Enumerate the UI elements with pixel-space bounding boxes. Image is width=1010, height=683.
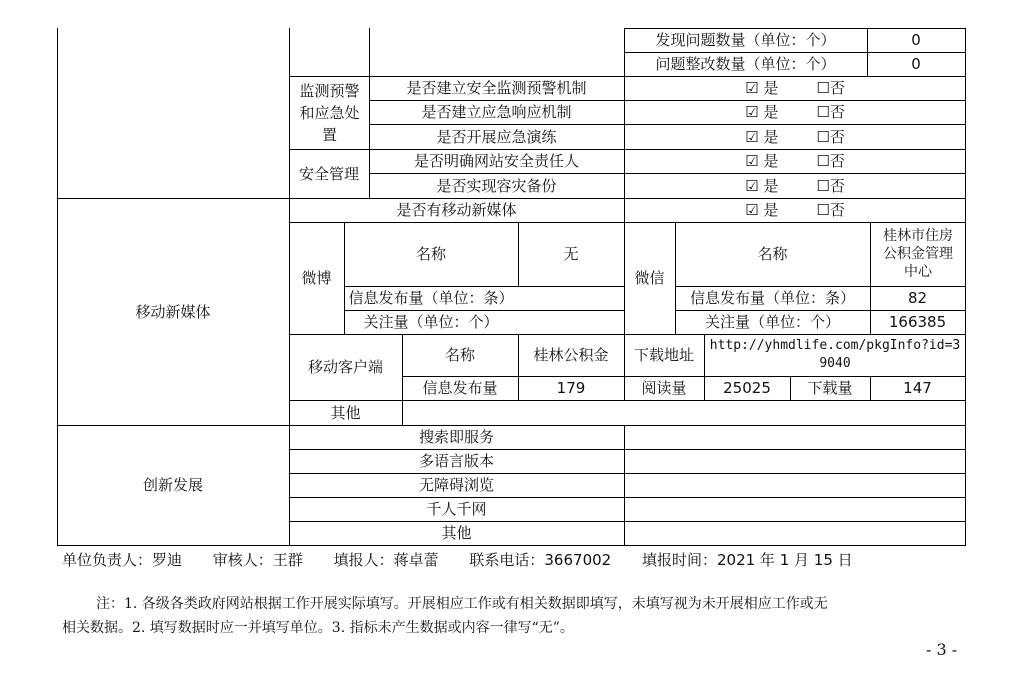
no-unchecked-box[interactable]: ☐否 — [816, 201, 845, 219]
yes-no-choice — [624, 149, 966, 173]
problems-found-value: 0 — [911, 31, 921, 49]
problems-fixed-label: 问题整改数量（单位：个） — [655, 55, 836, 73]
weibo-name-value: 无 — [563, 245, 579, 263]
page-number: - 3 - — [926, 640, 958, 659]
innovation-item-label: 其他 — [441, 524, 472, 542]
contact-phone: 联系电话：3667002 — [469, 551, 612, 569]
innovation-item-label: 无障碍浏览 — [418, 476, 494, 494]
yes-checked-box[interactable]: ☑ 是 — [745, 127, 779, 146]
innovation-item-label: 千人千网 — [426, 500, 487, 518]
weibo-follow-value — [518, 310, 624, 334]
app-name-value: 桂林公积金 — [533, 346, 609, 364]
weibo-name-label: 名称 — [415, 245, 446, 263]
weibo-posts-value — [518, 286, 624, 310]
app-downloads-label: 下载量 — [807, 379, 853, 397]
yes-checked-box[interactable]: ☑ 是 — [745, 103, 779, 121]
yes-no-choice — [624, 124, 966, 149]
no-unchecked-box[interactable]: ☐否 — [816, 127, 845, 146]
app-download-url-link[interactable]: http://yhmdlife.com/pkgInfo?id=39040 — [709, 338, 961, 371]
innovation-section-label: 创新发展 — [142, 476, 203, 494]
mobile-other-label: 其他 — [330, 403, 361, 422]
note-line-2: 相关数据。2. 填写数据时应一并填写单位。3. 指标未产生数据或内容一律写“无”。 — [62, 620, 574, 636]
fill-date: 填报时间：2021 年 1 月 15 日 — [641, 551, 853, 569]
wechat-follow-label: 关注量（单位：个） — [704, 313, 840, 331]
unit-head: 单位负责人：罗迪 — [62, 551, 183, 569]
yes-checked-box[interactable]: ☑ 是 — [745, 152, 779, 170]
filler: 填报人：蒋卓蕾 — [333, 551, 439, 569]
security-item-label: 是否实现容灾备份 — [436, 176, 557, 195]
app-posts-value: 179 — [556, 379, 586, 397]
yes-no-choice — [624, 198, 966, 222]
app-download-url-label: 下载地址 — [633, 346, 694, 364]
wechat-name-value: 桂林市住房公积金管理中心 — [883, 228, 953, 280]
mobile-section-label: 移动新媒体 — [135, 302, 211, 321]
mobile-question-label: 是否有移动新媒体 — [396, 201, 517, 219]
no-unchecked-box[interactable]: ☐否 — [816, 176, 845, 195]
wechat-posts-value: 82 — [907, 289, 928, 307]
weibo-label: 微博 — [301, 269, 332, 287]
yes-no-choice — [624, 173, 966, 198]
wechat-label: 微信 — [634, 269, 665, 287]
security-group-label: 安全管理 — [298, 164, 359, 183]
app-posts-label: 信息发布量 — [422, 379, 498, 397]
yes-no-choice — [624, 100, 966, 124]
problems-found-label: 发现问题数量（单位：个） — [655, 31, 836, 49]
monitor-group-label: 监测预警和应急处置 — [299, 81, 360, 144]
app-reads-label: 阅读量 — [641, 379, 687, 397]
wechat-follow-value: 166385 — [888, 313, 947, 331]
no-unchecked-box[interactable]: ☐否 — [816, 152, 845, 170]
app-name-label: 名称 — [444, 346, 475, 364]
app-downloads-value: 147 — [903, 379, 932, 397]
yes-checked-box[interactable]: ☑ 是 — [745, 79, 779, 97]
yes-no-choice — [624, 76, 966, 100]
signature-line — [62, 549, 879, 570]
no-unchecked-box[interactable]: ☐否 — [816, 103, 845, 121]
innovation-item-label: 搜索即服务 — [418, 428, 494, 446]
wechat-posts-label: 信息发布量（单位：条） — [689, 289, 855, 307]
wechat-name-label: 名称 — [757, 245, 788, 263]
monitor-item-label: 是否建立应急响应机制 — [421, 103, 572, 121]
reviewer: 审核人：王群 — [212, 551, 303, 569]
security-item-label: 是否明确网站安全责任人 — [413, 152, 579, 170]
weibo-follow-label: 关注量（单位：个） — [363, 313, 499, 331]
no-unchecked-box[interactable]: ☐否 — [816, 79, 845, 97]
yes-checked-box[interactable]: ☑ 是 — [745, 201, 779, 219]
problems-fixed-value: 0 — [911, 55, 921, 73]
app-label: 移动客户端 — [307, 358, 383, 376]
note-line-1: 注：1. 各级各类政府网站根据工作开展实际填写。开展相应工作或有相关数据即填写，未填写视为未开展相应工作或无 — [96, 596, 828, 612]
weibo-posts-label: 信息发布量（单位：条） — [348, 289, 514, 307]
monitor-item-label: 是否开展应急演练 — [436, 127, 557, 146]
innovation-item-label: 多语言版本 — [418, 452, 494, 470]
app-reads-value: 25025 — [723, 379, 771, 397]
yes-checked-box[interactable]: ☑ 是 — [745, 176, 779, 195]
monitor-item-label: 是否建立安全监测预警机制 — [406, 79, 587, 97]
